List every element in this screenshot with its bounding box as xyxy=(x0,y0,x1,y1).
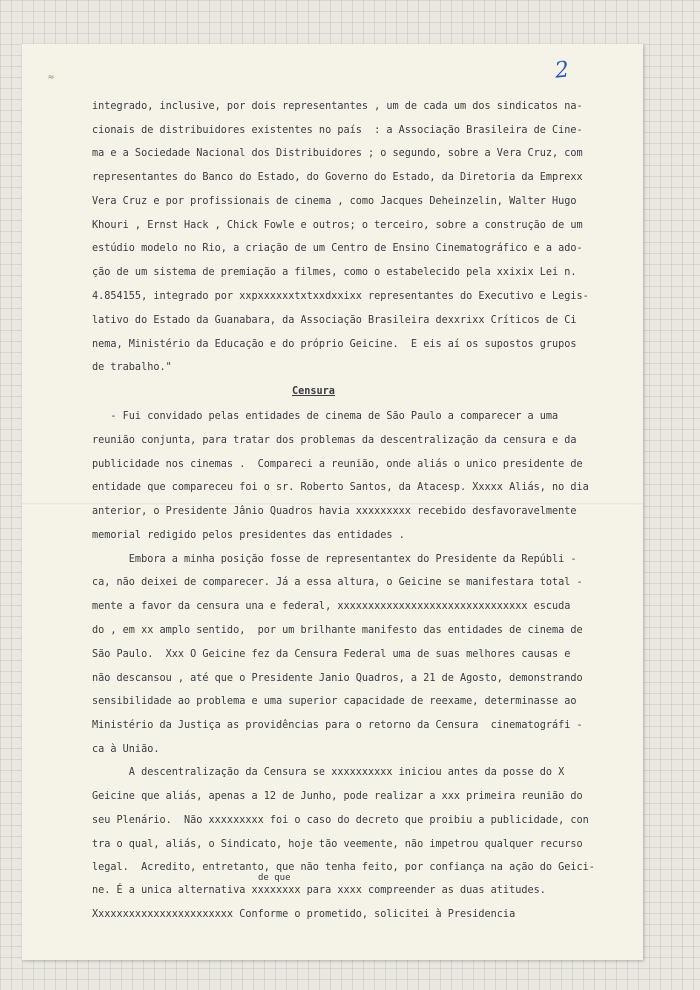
text-line: Vera Cruz e por profissionais de cinema , como Jacques Deheinzelin, Walter Hugo xyxy=(92,196,577,207)
text-line: lativo do Estado da Guanabara, da Associação Brasileira dexxrixx Críticos de Ci xyxy=(92,315,577,326)
text-line: 4.854155, integrado por xxpxxxxxxtxtxxdxxixx representantes do Executivo e Legis- xyxy=(92,291,589,302)
text-line: cionais de distribuidores existentes no país : a Associação Brasileira de Cine- xyxy=(92,125,583,136)
text-line: entidade que compareceu foi o sr. Roberto Santos, da Atacesp. Xxxxx Aliás, no dia xyxy=(92,482,589,493)
section-heading: Censura xyxy=(292,386,335,397)
text-line: mente a favor da censura una e federal, xxxxxxxxxxxxxxxxxxxxxxxxxxxxxxx escuda xyxy=(92,601,571,612)
text-line: - Fui convidado pelas entidades de cinema de São Paulo a comparecer a uma xyxy=(92,411,559,422)
text-line: reunião conjunta, para tratar dos problemas da descentralização da censura e da xyxy=(92,435,577,446)
text-line: A descentralização da Censura se xxxxxxxxxx iniciou antes da posse do X xyxy=(92,767,565,778)
text-line: ção de um sistema de premiação a filmes, como o estabelecido pela xxixix Lei n. xyxy=(92,267,577,278)
text-line: estúdio modelo no Rio, a criação de um Centro de Ensino Cinematográfico e a ado- xyxy=(92,243,583,254)
text-line: integrado, inclusive, por dois representantes , um de cada um dos sindicatos na- xyxy=(92,101,583,112)
margin-mark: ≈ xyxy=(48,72,55,83)
interlinear-insertion: de que xyxy=(258,873,291,883)
text-line: ca à União. xyxy=(92,744,160,755)
page-number: 2 xyxy=(553,57,571,84)
text-line: tra o qual, aliás, o Sindicato, hoje tão veemente, não impetrou qualquer recurso xyxy=(92,839,583,850)
text-line: nema, Ministério da Educação e do próprio Geicine. E eis aí os supostos grupos xyxy=(92,339,577,350)
text-line: Khouri , Ernst Hack , Chick Fowle e outros; o terceiro, sobre a construção de um xyxy=(92,220,583,231)
text-line: Xxxxxxxxxxxxxxxxxxxxxxx Conforme o prometido, solicitei à Presidencia xyxy=(92,909,516,920)
text-line: Geicine que aliás, apenas a 12 de Junho, pode realizar a xxx primeira reunião do xyxy=(92,791,583,802)
text-line: representantes do Banco do Estado, do Governo do Estado, da Diretoria da Emprexx xyxy=(92,172,583,183)
text-line: Embora a minha posição fosse de representantex do Presidente da Repúbli - xyxy=(92,554,577,565)
text-line: ne. É a unica alternativa xxxxxxxx para xxxx compreender as duas atitudes. xyxy=(92,885,546,896)
text-line: São Paulo. Xxx O Geicine fez da Censura Federal uma de suas melhores causas e xyxy=(92,649,571,660)
text-line: ma e a Sociedade Nacional dos Distribuidores ; o segundo, sobre a Vera Cruz, com xyxy=(92,148,583,159)
text-line: ca, não deixei de comparecer. Já a essa altura, o Geicine se manifestara total - xyxy=(92,577,583,588)
text-line: do , em xx amplo sentido, por um brilhante manifesto das entidades de cinema de xyxy=(92,625,583,636)
text-line: Ministério da Justiça as providências para o retorno da Censura cinematográfi - xyxy=(92,720,583,731)
text-line: de trabalho." xyxy=(92,362,172,373)
text-line: anterior, o Presidente Jânio Quadros havia xxxxxxxxx recebido desfavoravelmente xyxy=(92,506,577,517)
text-line: publicidade nos cinemas . Compareci a reunião, onde aliás o unico presidente de xyxy=(92,459,583,470)
text-line: não descansou , até que o Presidente Janio Quadros, a 21 de Agosto, demonstrando xyxy=(92,673,583,684)
text-line: sensibilidade ao problema e uma superior capacidade de reexame, determinasse ao xyxy=(92,696,577,707)
text-line: memorial redigido pelos presidentes das entidades . xyxy=(92,530,405,541)
text-line: seu Plenário. Não xxxxxxxxx foi o caso do decreto que proibiu a publicidade, con xyxy=(92,815,589,826)
text-line: legal. Acredito, entretanto, que não tenha feito, por confiança na ação do Geici- xyxy=(92,862,595,873)
